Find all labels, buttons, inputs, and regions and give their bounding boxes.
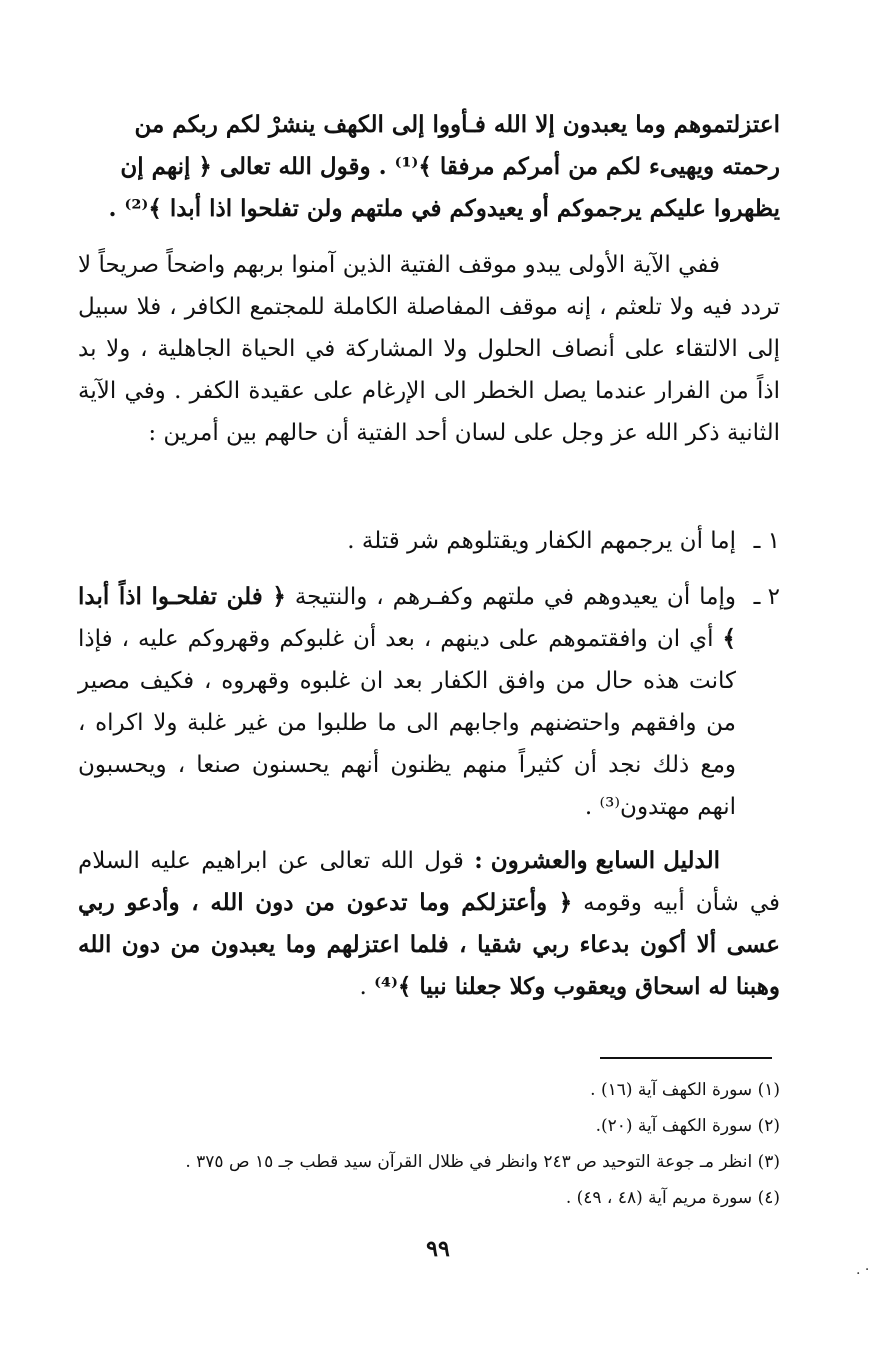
- footnote: (٣) انظر مـ جوعة التوحيد ص ٢٤٣ وانظر في ظلال القرآن سيد قطب جـ ١٥ ص ٣٧٥ .: [185, 1152, 780, 1172]
- footnote: (٤) سورة مريم آية (٤٨ ، ٤٩) .: [565, 1188, 780, 1208]
- list-number: ١ ـ: [753, 528, 780, 554]
- paragraph-explanation: [78, 244, 780, 454]
- footnotes: [90, 1072, 780, 1216]
- evidence-heading: الدليل السابع والعشرون :: [474, 847, 721, 874]
- page-number: ٩٩: [426, 1236, 450, 1262]
- paragraph-text: .: [359, 974, 367, 1000]
- list-item-body: [78, 576, 736, 828]
- paragraph-quran-quote: [78, 104, 780, 230]
- scan-mark: . ·: [856, 1262, 870, 1278]
- list-number: ٢ ـ: [753, 584, 780, 610]
- quran-quote: ﴿ وأعتزلكم وما تدعون من دون الله ، وأدعو ربي عسى ألا أكون بدعاء ربي شقيا ، فلما اعتزلهم وما يعبدون من دون الله وهبنا له اسحاق ويعقوب وكلا جعلنا نبيا ﴾⁽⁴⁾: [78, 889, 780, 1000]
- list-item-1: [78, 520, 780, 562]
- footnote: (٢) سورة الكهف آية (٢٠).: [595, 1116, 780, 1136]
- paragraph-text: ففي الآية الأولى يبدو موقف الفتية الذين آمنوا بربهم واضحاً صريحاً لا تردد فيه ولا تلعثم ، إنه موقف المفاصلة الكاملة للمجتمع الكافر ، فلا سبيل إلى الالتقاء على أنصاف الحلول ولا المشاركة في الحياة الجاهلية ، ولا بد اذاً من الفرار عندما يصل الخطر الى الإرغام على عقيدة الكفر . وفي الآية الثانية ذكر الله عز وجل على لسان أحد الفتية أن حالهم بين أمرين :: [78, 252, 780, 446]
- footnote-divider: [600, 1057, 772, 1059]
- text-line: يظهروا عليكم يرجموكم أو يعيدوكم في ملتهم ولن تفلحوا اذا أبدا ﴾⁽²⁾ .: [108, 195, 780, 222]
- list-item-text: إما أن يرجمهم الكفار ويقتلوهم شر قتلة .: [347, 528, 736, 554]
- text-line: رحمته ويهيىء لكم من أمركم مرفقا ﴾⁽¹⁾ . وقول الله تعالى ﴿ إنهم إن: [120, 153, 780, 180]
- text-line: اعتزلتموهم وما يعبدون إلا الله فـأووا إلى الكهف ينشرْ لكم ربكم من: [134, 111, 780, 138]
- paragraph-evidence-27: [78, 840, 780, 1008]
- quran-quote: ﴿ فلن تفلحـوا اذاً أبدا ﴾: [78, 583, 736, 652]
- footnote: (١) سورة الكهف آية (١٦) .: [590, 1080, 780, 1100]
- list-item-text: أي ان وافقتموهم على دينهم ، بعد أن غلبوكم وقهروكم عليه ، فإذا كانت هذه حال من وافق الكفار بعد ان غلبوه وقهروه ، فكيف مصير من وافقهم واحتضنهم واجابهم الى ما طلبوا من غير غلبة ولا اكراه ، ومع ذلك نجد أن كثيراً منهم يظنون أنهم يحسنون صنعا ، ويحسبون انهم مهتدون⁽³⁾ .: [78, 626, 736, 820]
- list-item-2: [78, 576, 780, 828]
- paragraph-text: قول الله تعالى عن ابراهيم عليه السلام في شأن أبيه وقومه: [78, 848, 780, 916]
- list-item-text: وإما أن يعيدوهم في ملتهم وكفـرهم ، والنتيجة: [294, 584, 736, 610]
